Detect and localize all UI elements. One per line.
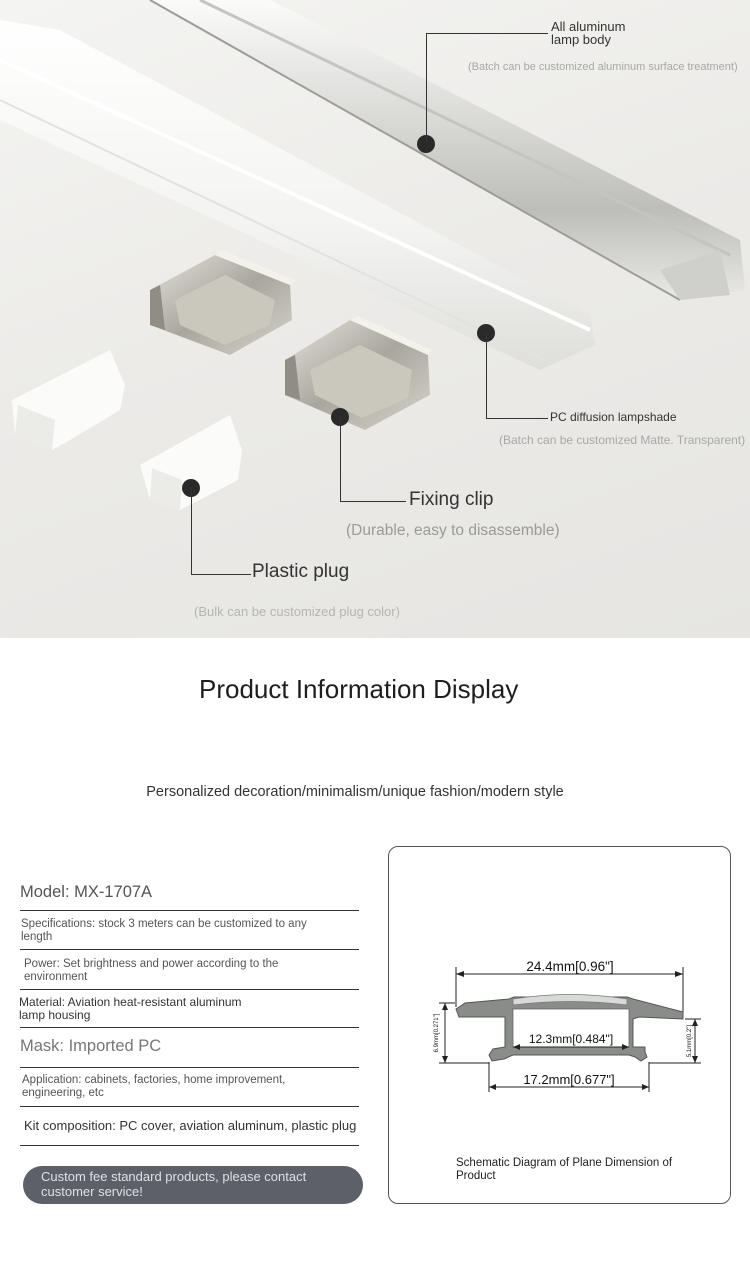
contact-service-button[interactable]: Custom fee standard products, please contact customer service! bbox=[23, 1166, 363, 1204]
dim-top-width: 24.4mm[0.96"] bbox=[526, 959, 614, 974]
diagram-caption: Schematic Diagram of Plane Dimension of Product bbox=[456, 1157, 673, 1182]
callout-line-plastic-plug-v bbox=[191, 488, 192, 574]
dim-left-height: 6.9mm[0.271"] bbox=[434, 1013, 440, 1053]
dim-right-height: 5.1mm[0.2"] bbox=[687, 1024, 693, 1058]
spec-material: Material: Aviation heat-resistant aluminum lamp housing bbox=[19, 995, 242, 1022]
fixing-clip-2 bbox=[285, 316, 432, 430]
callout-line-lampshade-v bbox=[486, 333, 487, 418]
callout-line-lamp-body-v bbox=[426, 33, 427, 143]
dim-inner-width: 12.3mm[0.484"] bbox=[528, 1032, 614, 1046]
dim-bottom-width: 17.2mm[0.677"] bbox=[523, 1072, 615, 1087]
spec-divider bbox=[20, 1067, 359, 1068]
fixing-clip-label: Fixing clip bbox=[409, 489, 494, 510]
lamp-body-note: (Batch can be customized aluminum surface treatment) bbox=[468, 61, 738, 73]
dimension-diagram-card bbox=[388, 846, 731, 1204]
spec-mask: Mask: Imported PC bbox=[20, 1037, 162, 1055]
lampshade-note: (Batch can be customized Matte. Transparent) bbox=[499, 433, 746, 447]
plastic-plug-1 bbox=[12, 350, 125, 450]
spec-divider bbox=[20, 1145, 359, 1146]
spec-divider bbox=[20, 1027, 359, 1028]
spec-specifications: Specifications: stock 3 meters can be customized to any length bbox=[21, 918, 307, 943]
spec-divider bbox=[20, 1106, 359, 1107]
section-title: Product Information Display bbox=[199, 674, 519, 704]
section-tagline: Personalized decoration/minimalism/unique fashion/modern style bbox=[146, 784, 564, 800]
fixing-clip-1 bbox=[150, 250, 295, 355]
callout-line-lampshade-h bbox=[486, 418, 548, 419]
lamp-body-label: All aluminum lamp body bbox=[551, 19, 626, 47]
profile-cross-section-diagram bbox=[389, 847, 732, 1205]
callout-line-fixing-clip-v bbox=[340, 417, 341, 501]
spec-power: Power: Set brightness and power according to the environment bbox=[24, 958, 279, 983]
plastic-plug-note: (Bulk can be customized plug color) bbox=[194, 604, 400, 619]
callout-line-plastic-plug-h bbox=[191, 574, 251, 575]
spec-model: Model: MX-1707A bbox=[20, 883, 153, 901]
plastic-plug-label: Plastic plug bbox=[252, 561, 350, 582]
spec-divider bbox=[20, 949, 359, 950]
callout-line-lamp-body-h bbox=[426, 33, 548, 34]
callout-line-fixing-clip-h bbox=[340, 501, 406, 502]
spec-divider bbox=[20, 910, 359, 911]
spec-divider bbox=[20, 989, 359, 990]
fixing-clip-note: (Durable, easy to disassemble) bbox=[346, 522, 560, 539]
lampshade-label: PC diffusion lampshade bbox=[550, 410, 677, 424]
spec-kit-composition: Kit composition: PC cover, aviation aluminum, plastic plug bbox=[24, 1118, 357, 1133]
spec-application: Application: cabinets, factories, home improvement, engineering, etc bbox=[22, 1074, 286, 1099]
